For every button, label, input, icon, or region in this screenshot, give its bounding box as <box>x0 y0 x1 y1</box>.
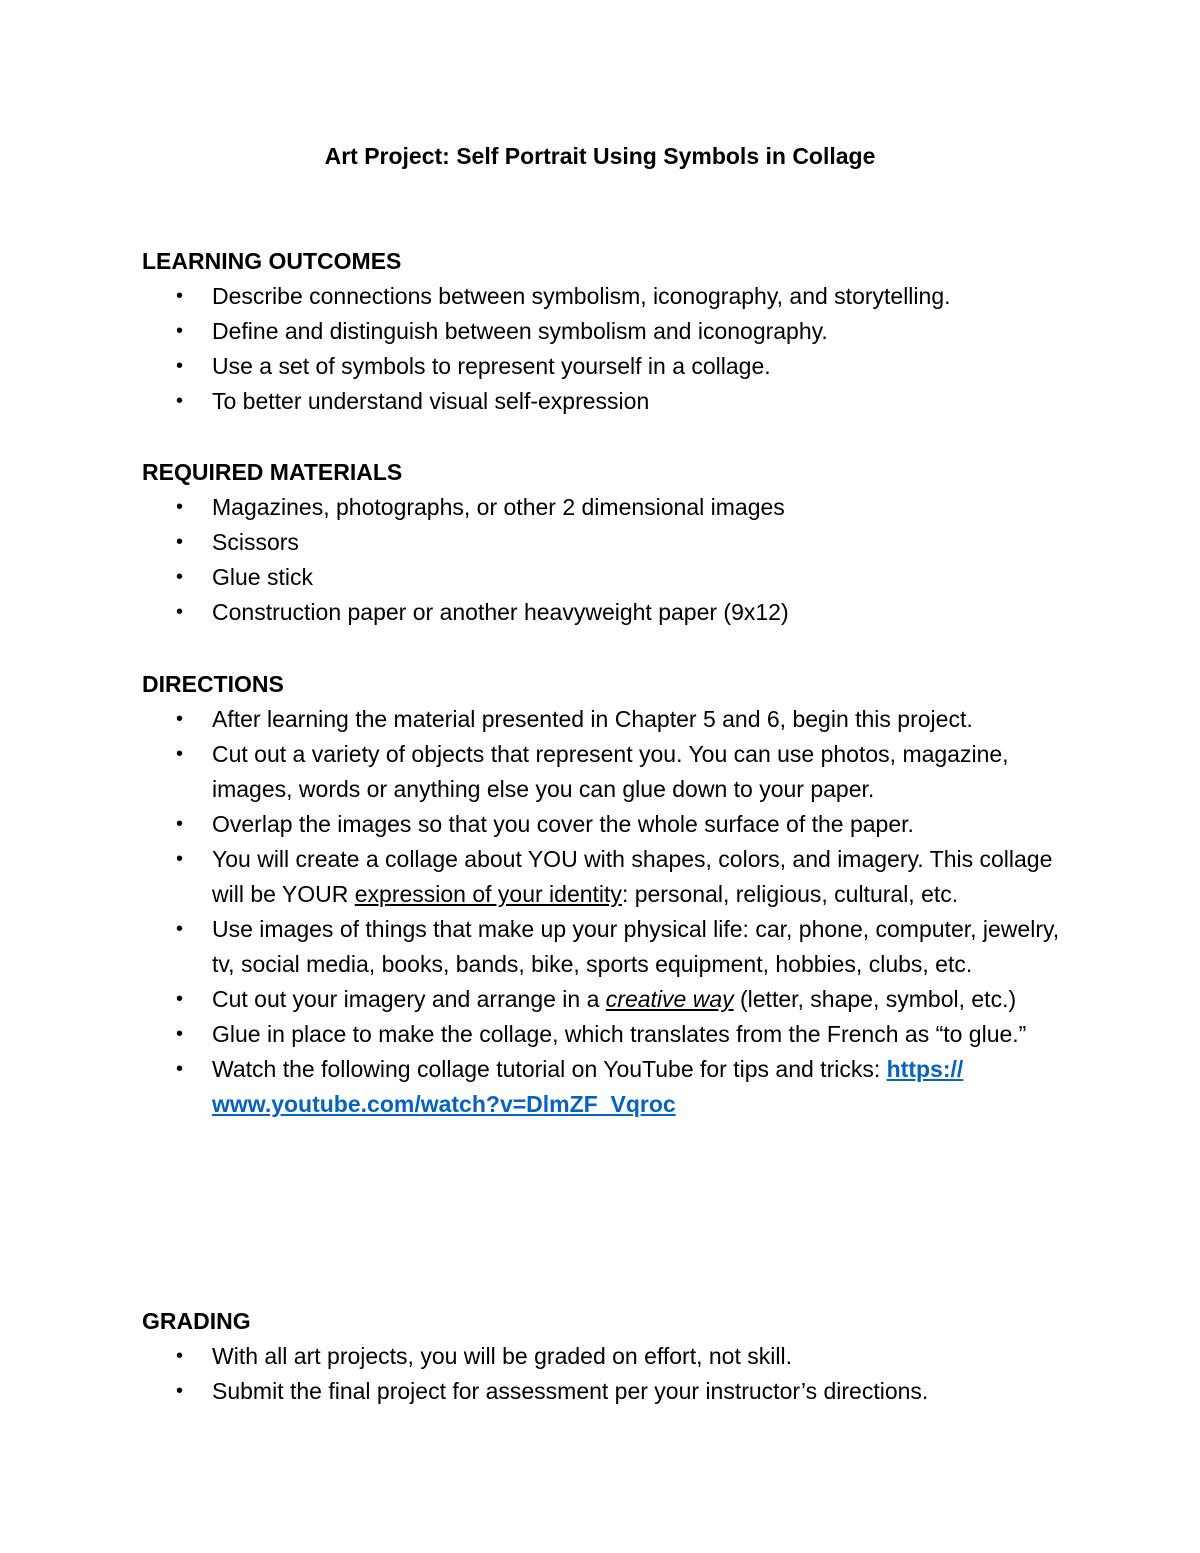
bullet-icon: • <box>176 1345 184 1367</box>
list-item <box>142 384 1062 419</box>
list-item-text: Cut out a variety of objects that represent you. You can use photos, magazine, images, words or anything else you can glue down to your paper. <box>212 741 1009 802</box>
section-required-materials <box>142 455 1062 630</box>
bullet-icon: • <box>176 813 184 835</box>
section-heading: LEARNING OUTCOMES <box>142 248 402 274</box>
bullet-icon: • <box>176 1380 184 1402</box>
section-heading: GRADING <box>142 1308 251 1334</box>
grading-list <box>142 1339 1062 1409</box>
link-text-line-2: www.youtube.com/watch?v=DlmZF_Vqroc <box>212 1091 676 1117</box>
list-item-text: (letter, shape, symbol, etc.) <box>733 986 1017 1012</box>
list-item <box>142 279 1062 314</box>
list-item-text: Cut out your imagery and arrange in a <box>212 986 606 1012</box>
bullet-icon: • <box>176 1023 184 1045</box>
list-item <box>142 1374 1062 1409</box>
list-item-text: Overlap the images so that you cover the whole surface of the paper. <box>212 811 914 837</box>
list-item-text: : personal, religious, cultural, etc. <box>621 881 959 907</box>
list-item-text: After learning the material presented in Chapter 5 and 6, begin this project. <box>212 706 973 732</box>
list-item-text: Watch the following collage tutorial on YouTube for tips and tricks: <box>212 1056 887 1082</box>
section-learning-outcomes <box>142 244 1062 419</box>
list-item <box>142 737 1062 807</box>
bullet-icon: • <box>176 496 184 518</box>
list-item <box>142 807 1062 842</box>
list-item <box>142 1017 1062 1052</box>
bullet-icon: • <box>176 743 184 765</box>
list-item-text: Submit the final project for assessment per your instructor’s directions. <box>212 1378 929 1404</box>
list-item <box>142 349 1062 384</box>
bullet-icon: • <box>176 320 184 342</box>
list-item <box>142 314 1062 349</box>
list-item <box>142 702 1062 737</box>
bullet-icon: • <box>176 285 184 307</box>
list-item-text: With all art projects, you will be graded on effort, not skill. <box>212 1343 792 1369</box>
list-item-text: Define and distinguish between symbolism and iconography. <box>212 318 828 344</box>
list-item-text: Magazines, photographs, or other 2 dimensional images <box>212 494 785 520</box>
list-item <box>142 842 1062 912</box>
list-item-text: Use a set of symbols to represent yourself in a collage. <box>212 353 771 379</box>
list-item <box>142 1339 1062 1374</box>
required-materials-list <box>142 490 1062 630</box>
bullet-icon: • <box>176 708 184 730</box>
emphasized-phrase: creative way <box>605 986 734 1012</box>
list-item-text: Scissors <box>212 529 299 555</box>
list-item <box>142 560 1062 595</box>
list-item-text: Glue stick <box>212 564 313 590</box>
section-heading: REQUIRED MATERIALS <box>142 459 403 485</box>
list-item <box>142 1052 1062 1122</box>
bullet-icon: • <box>176 390 184 412</box>
list-item <box>142 912 1062 982</box>
list-item-text: Construction paper or another heavyweight paper (9x12) <box>212 599 789 625</box>
bullet-icon: • <box>176 1058 184 1080</box>
list-item-text: Use images of things that make up your physical life: car, phone, computer, jewelry, tv, social media, books, bands, bike, sports equipment, hobbies, clubs, etc. <box>212 916 1060 977</box>
list-item <box>142 595 1062 630</box>
list-item <box>142 525 1062 560</box>
underlined-phrase: expression of your identity <box>354 881 622 907</box>
list-item <box>142 982 1062 1017</box>
bullet-icon: • <box>176 566 184 588</box>
list-item-text: You will create a collage about YOU with shapes, colors, and imagery. This collage will be YOUR <box>212 846 1053 907</box>
section-directions <box>142 667 1062 1122</box>
page-title: Art Project: Self Portrait Using Symbols in Collage <box>324 143 876 169</box>
bullet-icon: • <box>176 355 184 377</box>
learning-outcomes-list <box>142 279 1062 419</box>
directions-list <box>142 702 1062 1122</box>
list-item <box>142 490 1062 525</box>
bullet-icon: • <box>176 918 184 940</box>
list-item-text: Glue in place to make the collage, which translates from the French as “to glue.” <box>212 1021 1027 1047</box>
bullet-icon: • <box>176 531 184 553</box>
section-grading <box>142 1304 1062 1409</box>
bullet-icon: • <box>176 848 184 870</box>
list-item-text: To better understand visual self-expression <box>212 388 650 414</box>
bullet-icon: • <box>176 988 184 1010</box>
section-heading: DIRECTIONS <box>142 671 284 697</box>
bullet-icon: • <box>176 601 184 623</box>
list-item-text: Describe connections between symbolism, iconography, and storytelling. <box>212 283 951 309</box>
link-text-line-1: https:// <box>886 1056 964 1082</box>
